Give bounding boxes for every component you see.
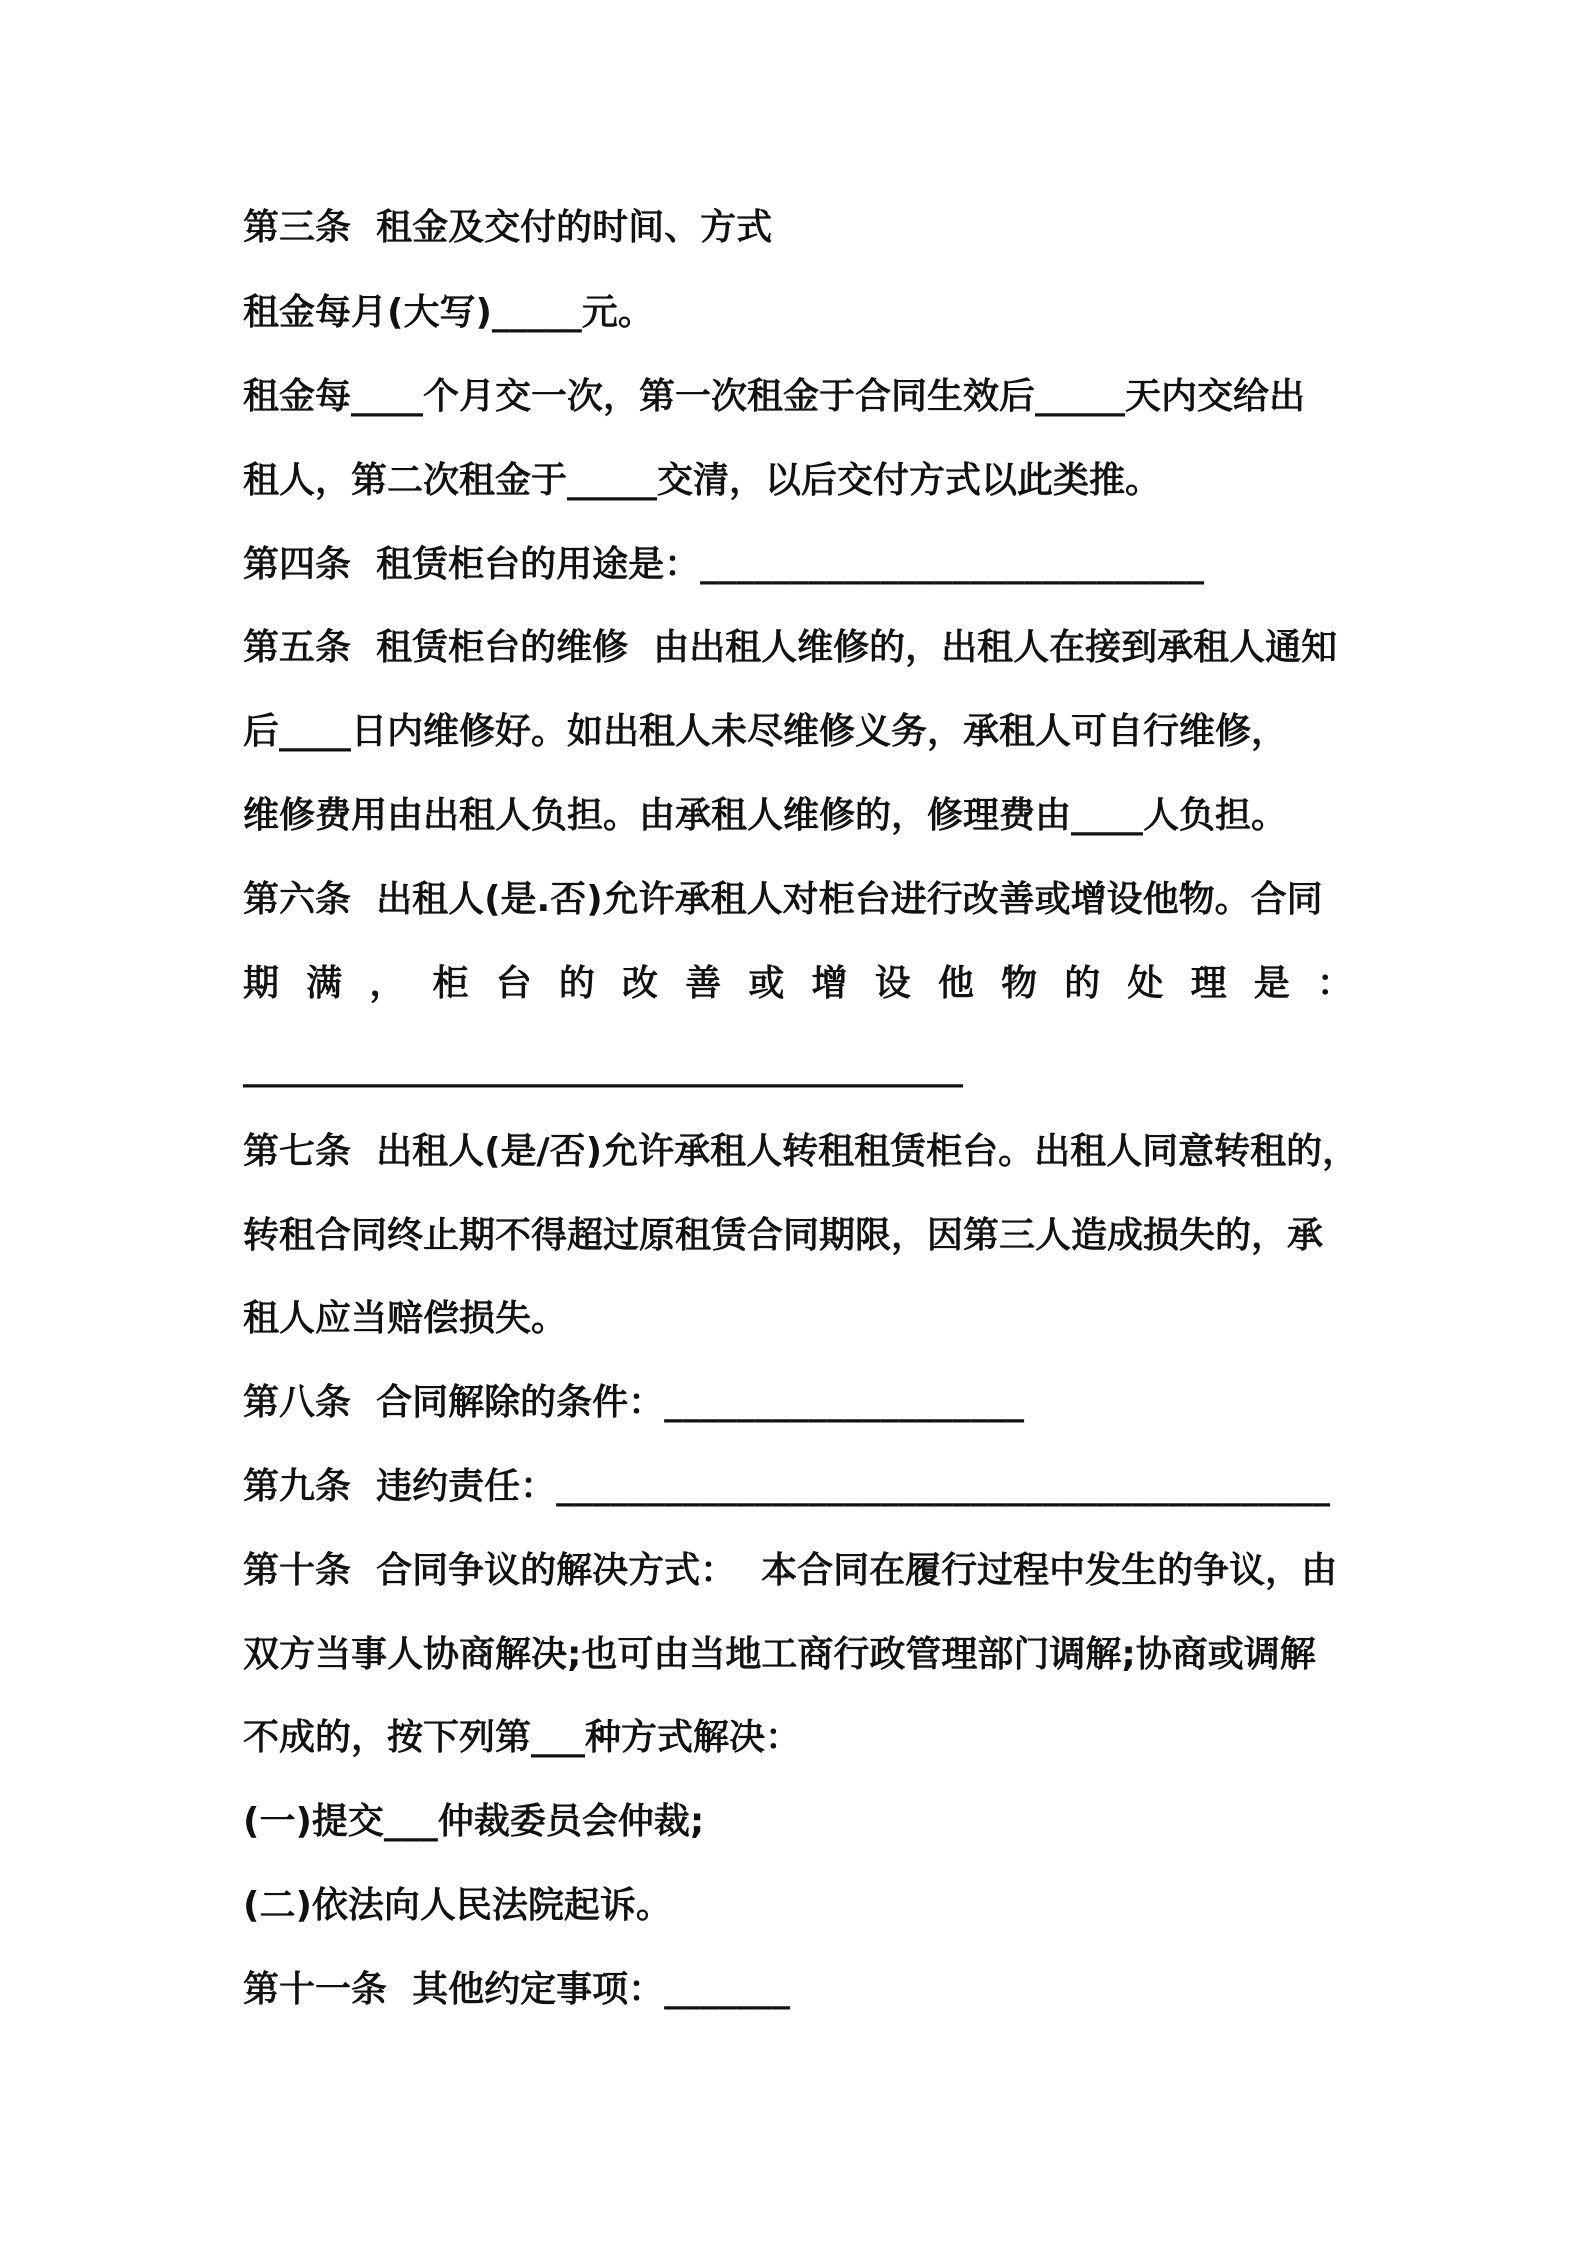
- article-8-termination: 第八条 合同解除的条件：____________________: [243, 1382, 1025, 1423]
- article-3-payment-line-1: 租金每____个月交一次，第一次租金于合同生效后_____天内交给出: [243, 376, 1306, 417]
- article-9-liability: 第九条 违约责任：___________________________________________: [243, 1466, 1331, 1507]
- article-7-line-2: 转租合同终止期不得超过原租赁合同期限，因第三人造成损失的，承: [243, 1215, 1324, 1256]
- article-5-line-2: 后____日内维修好。如出租人未尽维修义务，承租人可自行维修，: [243, 711, 1288, 752]
- article-6-blank-line: ________________________________________: [243, 1047, 963, 1088]
- article-10-line-2: 双方当事人协商解决;也可由当地工商行政管理部门调解;协商或调解: [243, 1634, 1316, 1675]
- article-10-line-1: 第十条 合同争议的解决方式： 本合同在履行过程中发生的争议，由: [243, 1550, 1338, 1591]
- article-6-line-1: 第六条 出租人(是.否)允许承租人对柜台进行改善或增设他物。合同: [243, 879, 1323, 920]
- article-11-other-terms: 第十一条 其他约定事项：_______: [243, 1969, 791, 2010]
- article-7-line-1: 第七条 出租人(是/否)允许承租人转租租赁柜台。出租人同意转租的，: [243, 1131, 1359, 1172]
- article-5-line-1: 第五条 租赁柜台的维修 由出租人维修的，出租人在接到承租人通知: [243, 627, 1338, 668]
- article-10-line-3: 不成的，按下列第___种方式解决：: [243, 1717, 802, 1758]
- article-3-heading: 第三条 租金及交付的时间、方式: [243, 207, 773, 248]
- article-3-monthly-rent: 租金每月(大写)_____元。: [243, 292, 654, 333]
- article-3-payment-line-2: 租人，第二次租金于_____交清，以后交付方式以此类推。: [243, 460, 1162, 501]
- article-5-line-3: 维修费用由出租人负担。由承租人维修的，修理费由____人负担。: [243, 795, 1288, 836]
- article-10-option-1: (一)提交___仲裁委员会仲裁;: [243, 1801, 705, 1842]
- article-4-usage: 第四条 租赁柜台的用途是：____________________________: [243, 544, 1205, 585]
- article-6-line-2: 期 满 ， 柜 台 的 改 善 或 增 设 他 物 的 处 理 是 ：: [243, 963, 1353, 1004]
- article-7-line-3: 租人应当赔偿损失。: [243, 1298, 568, 1339]
- article-10-option-2: (二)依法向人民法院起诉。: [243, 1885, 672, 1926]
